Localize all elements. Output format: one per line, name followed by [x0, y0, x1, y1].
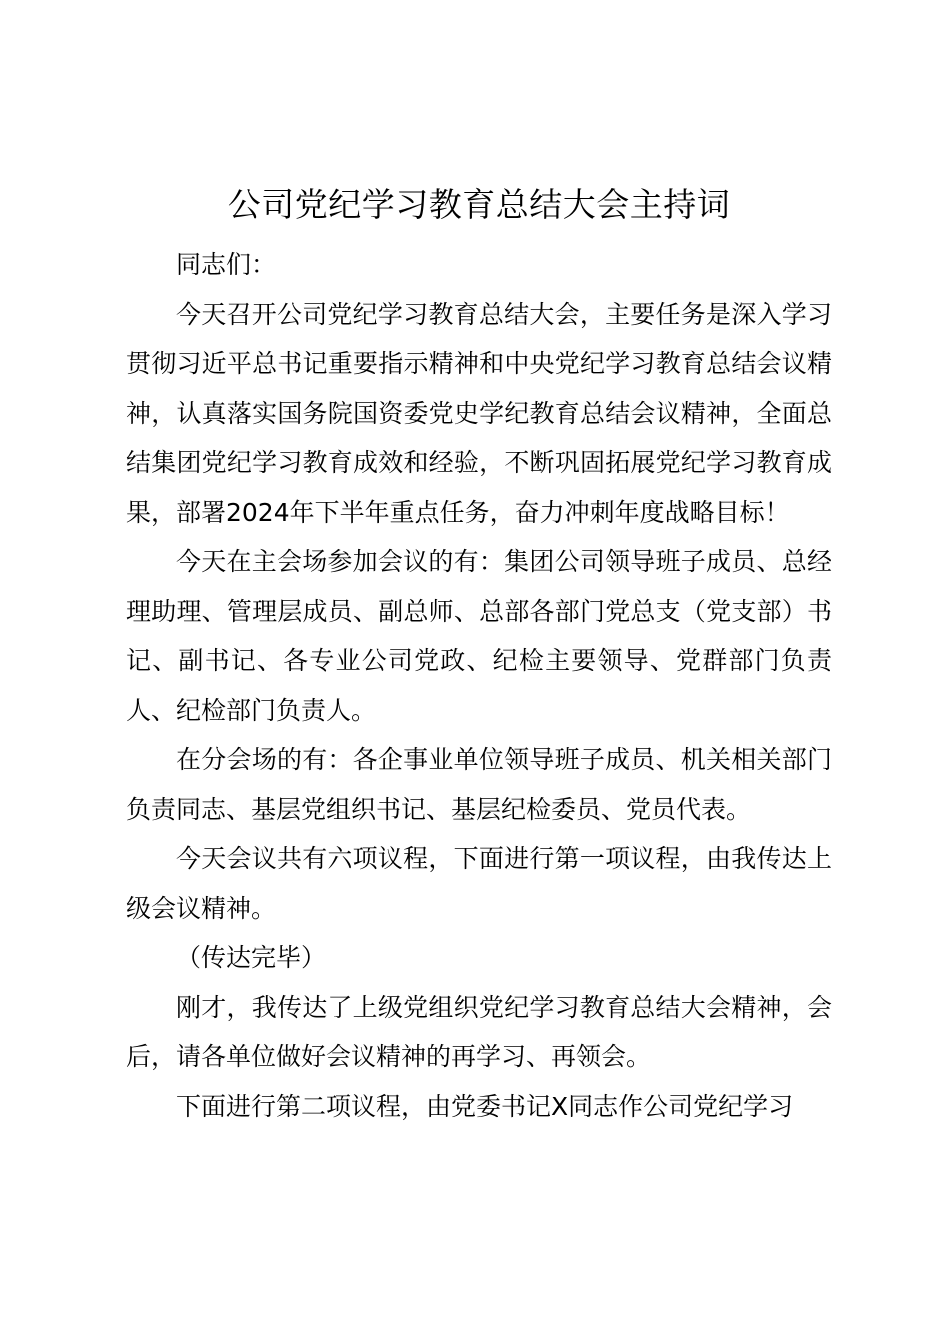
salutation: 同志们： — [176, 250, 277, 279]
paragraph-main-venue-attendees: 今天在主会场参加会议的有：集团公司领导班子成员、总经理助理、管理层成员、副总师、总部各部门党总支（党支部）书记、副书记、各专业公司党政、纪检主要领导、党群部门负责人、纪检部门负责人。 — [126, 547, 832, 725]
paragraph-agenda-item-one: 今天会议共有六项议程，下面进行第一项议程，由我传达上级会议精神。 — [126, 844, 832, 923]
paragraph-meeting-purpose: 今天召开公司党纪学习教育总结大会，主要任务是深入学习贯彻习近平总书记重要指示精神和中央党纪学习教育总结会议精神，认真落实国务院国资委党史学纪教育总结会议精神，全面总结集团党纪学习教育成效和经验，不断巩固拓展党纪学习教育成果，部署2024年下半年重点任务，奋力冲刺年度战略目标！ — [126, 299, 832, 527]
paragraph-branch-venue-attendees: 在分会场的有：各企事业单位领导班子成员、机关相关部门负责同志、基层党组织书记、基层纪检委员、党员代表。 — [126, 745, 832, 824]
paragraph-relay-complete: （传达完毕） — [176, 943, 327, 972]
document-page — [126, 176, 832, 1131]
paragraph-agenda-item-two: 下面进行第二项议程，由党委书记X同志作公司党纪学习 — [176, 1091, 794, 1121]
paragraph-relay-summary: 刚才，我传达了上级党组织党纪学习教育总结大会精神，会后，请各单位做好会议精神的再学习、再领会。 — [126, 992, 832, 1071]
document-title: 公司党纪学习教育总结大会主持词 — [227, 185, 731, 224]
